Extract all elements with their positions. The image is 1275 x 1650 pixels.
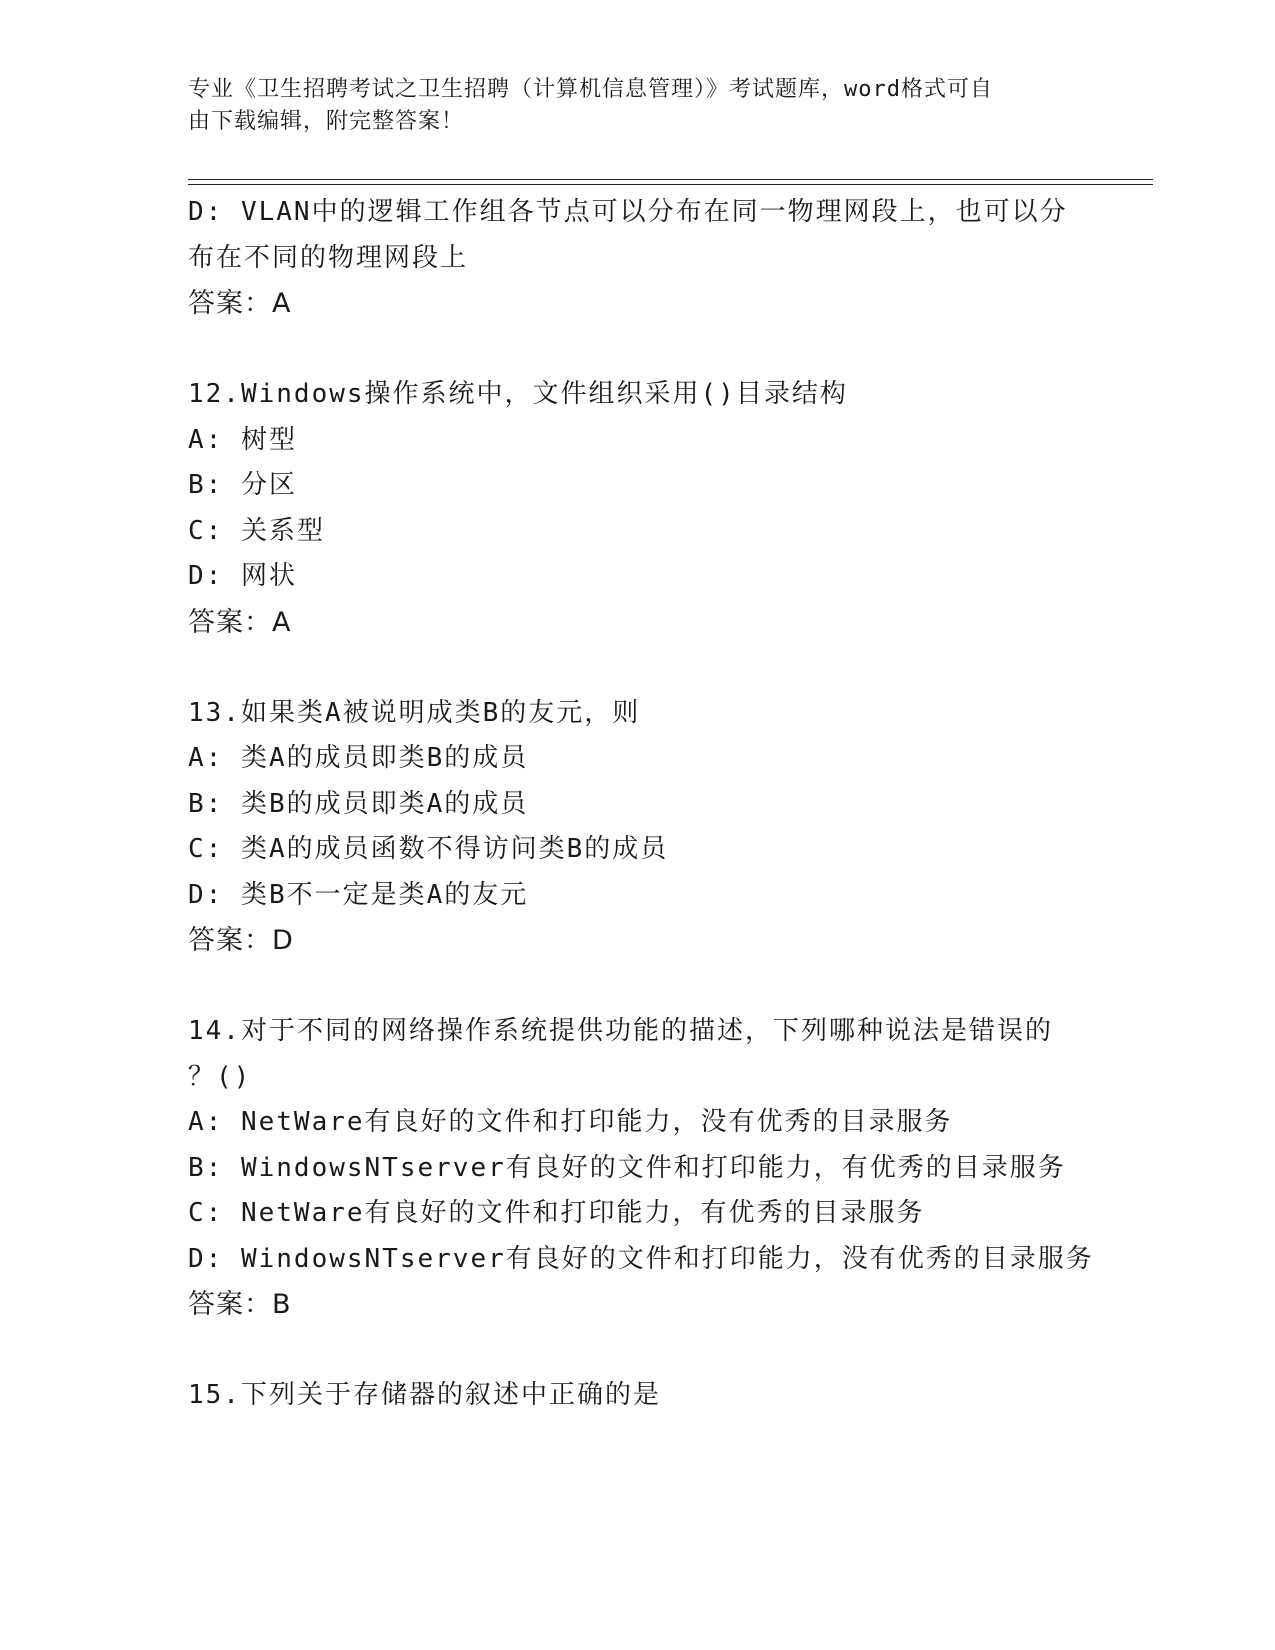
prev-option-d-line-2: 布在不同的物理网段上 (188, 242, 469, 273)
q13-option-d: D: 类B不一定是类A的友元 (188, 879, 529, 910)
question-14 (188, 1009, 1094, 1328)
question-15 (188, 1373, 1088, 1419)
q13-stem: 13.如果类A被说明成类B的友元，则 (188, 697, 641, 728)
q13-option-b: B: 类B的成员即类A的成员 (188, 788, 529, 819)
header-note (188, 74, 1088, 138)
q14-stem-line-1: 14.对于不同的网络操作系统提供功能的描述，下列哪种说法是错误的 (188, 1016, 1053, 1046)
prev-answer: 答案：A (188, 288, 292, 319)
header-line-1: 专业《卫生招聘考试之卫生招聘（计算机信息管理）》考试题库，word格式可自 (188, 77, 993, 102)
q12-answer: 答案：A (188, 606, 292, 638)
spacer (188, 1328, 1088, 1374)
spacer (188, 964, 1088, 1010)
prev-question-block (188, 190, 1088, 327)
question-13 (188, 691, 1088, 964)
q12-option-a: A: 树型 (188, 424, 297, 455)
q13-option-c: C: 类A的成员函数不得访问类B的成员 (188, 834, 669, 864)
prev-option-d-line-1: D: VLAN中的逻辑工作组各节点可以分布在同一物理网段上，也可以分 (188, 197, 1068, 227)
q12-option-c: C: 关系型 (188, 515, 325, 546)
spacer (188, 327, 1088, 373)
q13-answer: 答案：D (188, 925, 294, 956)
q12-option-b: B: 分区 (188, 470, 297, 500)
q13-option-a: A: 类A的成员即类B的成员 (188, 743, 529, 773)
q14-option-d: D: WindowsNTserver有良好的文件和打印能力，没有优秀的目录服务 (188, 1243, 1094, 1274)
q14-option-c: C: NetWare有良好的文件和打印能力，有优秀的目录服务 (188, 1198, 925, 1228)
q12-option-d: D: 网状 (188, 561, 297, 591)
header-divider-bottom (188, 184, 1153, 185)
q15-stem: 15.下列关于存储器的叙述中正确的是 (188, 1380, 661, 1410)
q12-stem: 12.Windows操作系统中，文件组织采用()目录结构 (188, 379, 848, 409)
q14-option-a: A: NetWare有良好的文件和打印能力，没有优秀的目录服务 (188, 1107, 953, 1137)
q14-stem-line-2: ？() (188, 1061, 252, 1092)
spacer (188, 645, 1088, 691)
header-divider-top (188, 179, 1153, 180)
question-12 (188, 372, 1088, 645)
header-line-2: 由下载编辑，附完整答案！ (188, 109, 465, 134)
q14-answer: 答案：B (188, 1289, 292, 1320)
q14-option-b: B: WindowsNTserver有良好的文件和打印能力，有优秀的目录服务 (188, 1152, 1066, 1183)
question-content (188, 190, 1094, 1419)
